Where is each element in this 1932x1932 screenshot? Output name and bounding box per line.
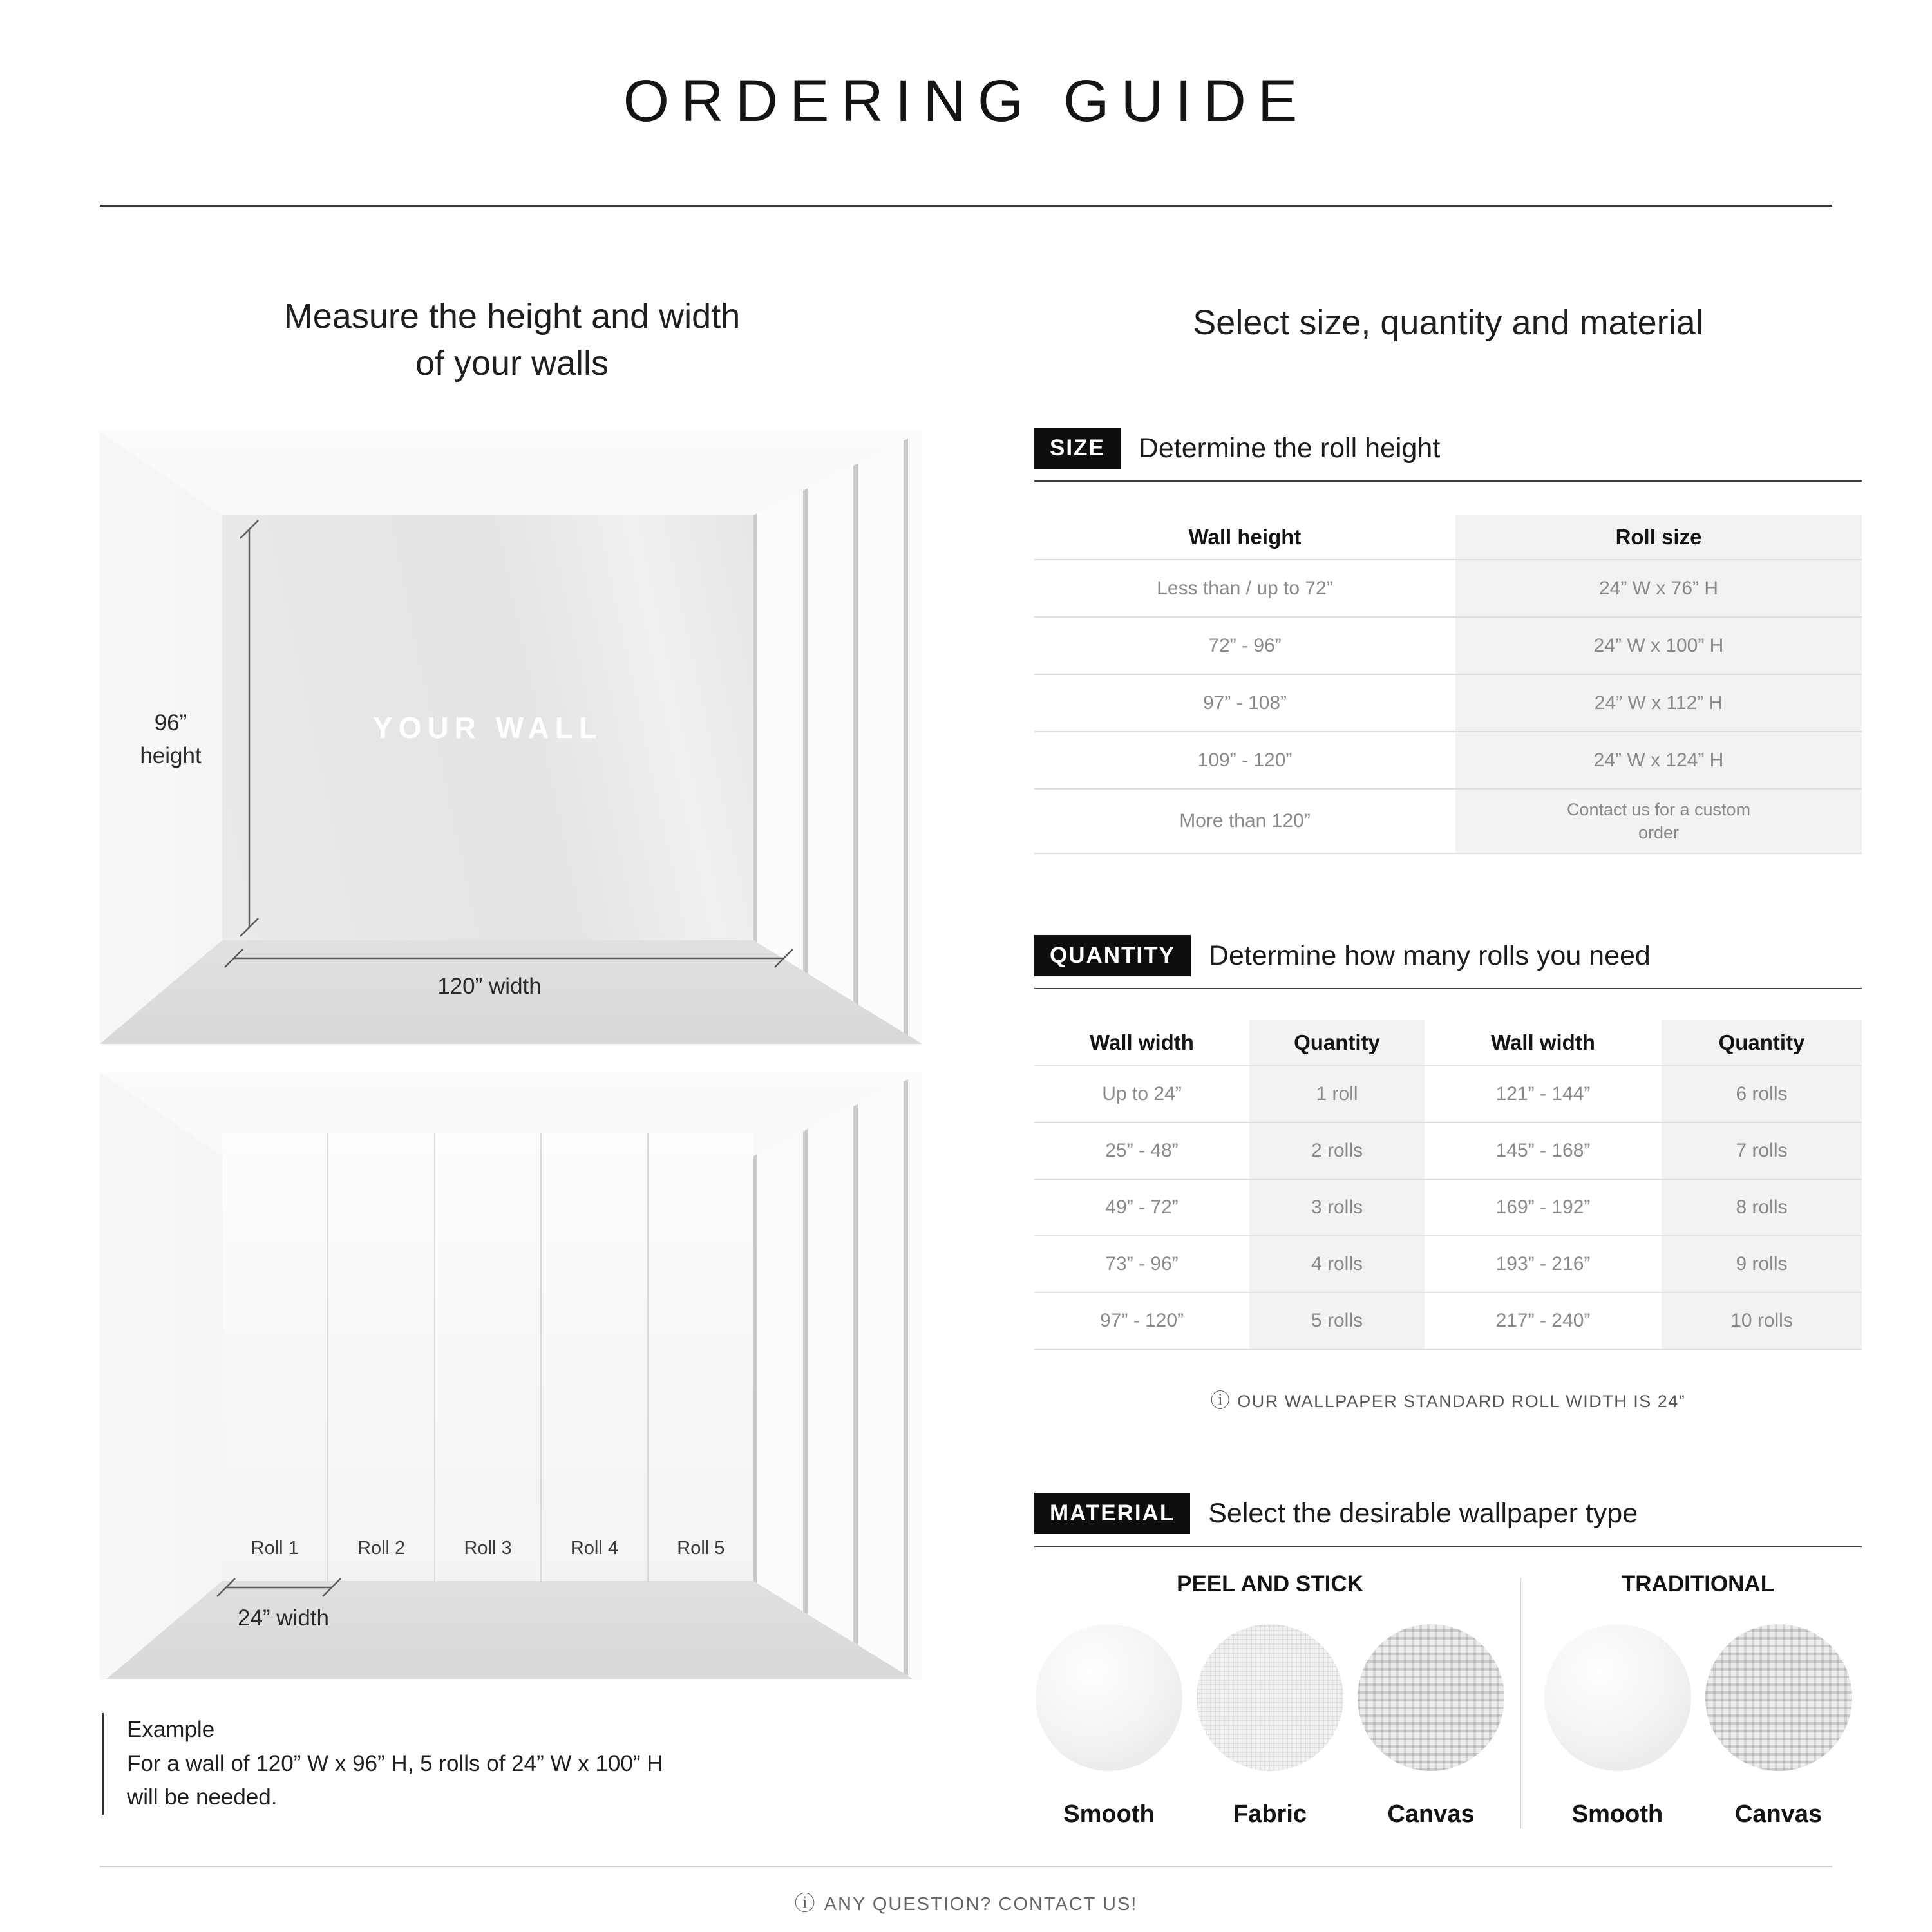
wall-height-label xyxy=(116,707,225,773)
qty-cell: 7 rolls xyxy=(1662,1123,1862,1180)
info-icon: ⓘ xyxy=(1210,1390,1231,1412)
roll-panel xyxy=(649,1133,753,1581)
size-section-header xyxy=(1034,428,1862,482)
roll-label: Roll 2 xyxy=(357,1538,406,1558)
qty-col-header: Wall width xyxy=(1034,1020,1249,1066)
peel-and-stick-title: PEEL AND STICK xyxy=(1177,1571,1363,1596)
footer-note xyxy=(0,1887,1932,1917)
size-cell: 72” - 96” xyxy=(1034,618,1455,675)
qty-cell: 145” - 168” xyxy=(1425,1123,1662,1180)
size-cell: 24” W x 100” H xyxy=(1455,618,1862,675)
quantity-section-header xyxy=(1034,935,1862,989)
your-wall-label: YOUR WALL xyxy=(373,711,603,744)
roll-label: Roll 5 xyxy=(677,1538,725,1558)
size-cell: 97” - 108” xyxy=(1034,675,1455,732)
roll-width-note-text: OUR WALLPAPER STANDARD ROLL WIDTH IS 24” xyxy=(1237,1392,1686,1411)
size-subtitle: Determine the roll height xyxy=(1138,432,1441,464)
room-illustration-rolls xyxy=(100,1072,922,1679)
wall-height-value: 96” xyxy=(154,710,187,735)
swatch-label: Canvas xyxy=(1387,1801,1475,1828)
qty-cell: 3 rolls xyxy=(1249,1180,1425,1236)
peel-and-stick-group xyxy=(1034,1571,1506,1828)
example-title: Example xyxy=(127,1717,215,1742)
footer-divider xyxy=(100,1866,1832,1867)
measure-heading-line1: Measure the height and width xyxy=(283,297,741,336)
qty-cell: 73” - 96” xyxy=(1034,1236,1249,1293)
traditional-swatches xyxy=(1542,1624,1855,1828)
measure-heading xyxy=(103,293,921,387)
qty-col-header: Wall width xyxy=(1425,1020,1662,1066)
quantity-badge: QUANTITY xyxy=(1034,935,1191,976)
swatch-label: Fabric xyxy=(1233,1801,1307,1828)
qty-cell: 8 rolls xyxy=(1662,1180,1862,1236)
roll-label: Roll 4 xyxy=(570,1538,618,1558)
qty-cell: 6 rolls xyxy=(1662,1066,1862,1123)
smooth-swatch-icon xyxy=(1544,1624,1691,1771)
swatch-label: Canvas xyxy=(1734,1801,1823,1828)
qty-cell: 2 rolls xyxy=(1249,1123,1425,1180)
material-option-fabric xyxy=(1194,1624,1346,1828)
size-cell: 24” W x 124” H xyxy=(1455,732,1862,790)
qty-col-header: Quantity xyxy=(1662,1020,1862,1066)
canvas-swatch-icon xyxy=(1358,1624,1504,1771)
roll-panel xyxy=(222,1133,328,1581)
size-cell: More than 120” xyxy=(1034,790,1455,854)
size-col-header-wall-height: Wall height xyxy=(1034,515,1455,560)
example-line1: For a wall of 120” W x 96” H, 5 rolls of 24” W x 100” H xyxy=(127,1750,663,1776)
example-note xyxy=(102,1713,907,1815)
qty-cell: Up to 24” xyxy=(1034,1066,1249,1123)
page-title: ORDERING GUIDE xyxy=(623,68,1309,134)
material-badge: MATERIAL xyxy=(1034,1493,1190,1534)
qty-cell: 1 roll xyxy=(1249,1066,1425,1123)
select-heading: Select size, quantity and material xyxy=(1193,303,1703,342)
roll-label: Roll 3 xyxy=(464,1538,512,1558)
measure-heading-line2: of your walls xyxy=(415,343,609,383)
qty-cell: 49” - 72” xyxy=(1034,1180,1249,1236)
quantity-subtitle: Determine how many rolls you need xyxy=(1208,940,1651,971)
material-subtitle: Select the desirable wallpaper type xyxy=(1208,1497,1638,1529)
wallpaper-rolls xyxy=(222,1133,753,1581)
size-cell: 24” W x 76” H xyxy=(1455,560,1862,618)
quantity-table xyxy=(1034,1020,1862,1350)
material-option-smooth xyxy=(1542,1624,1694,1828)
traditional-title: TRADITIONAL xyxy=(1621,1571,1775,1596)
swatch-label: Smooth xyxy=(1063,1801,1155,1828)
qty-cell: 217” - 240” xyxy=(1425,1293,1662,1350)
swatch-label: Smooth xyxy=(1571,1801,1663,1828)
size-cell: 109” - 120” xyxy=(1034,732,1455,790)
roll-panel xyxy=(328,1133,435,1581)
footer-note-text: ANY QUESTION? CONTACT US! xyxy=(824,1894,1138,1915)
size-cell: 24” W x 112” H xyxy=(1455,675,1862,732)
roll-width-note xyxy=(1034,1385,1862,1413)
qty-cell: 4 rolls xyxy=(1249,1236,1425,1293)
material-divider xyxy=(1520,1578,1521,1828)
wall-width-label: 120” width xyxy=(437,974,542,999)
qty-col-header: Quantity xyxy=(1249,1020,1425,1066)
title-divider xyxy=(100,205,1832,207)
size-badge: SIZE xyxy=(1034,428,1121,469)
traditional-group xyxy=(1535,1571,1861,1828)
roll-panel xyxy=(435,1133,542,1581)
fabric-swatch-icon xyxy=(1197,1624,1343,1771)
info-icon: ⓘ xyxy=(794,1891,817,1915)
size-col-header-roll-size: Roll size xyxy=(1455,515,1862,560)
qty-cell: 97” - 120” xyxy=(1034,1293,1249,1350)
size-cell-custom-order xyxy=(1455,790,1862,854)
qty-cell: 9 rolls xyxy=(1662,1236,1862,1293)
roll-panel xyxy=(542,1133,648,1581)
qty-cell: 25” - 48” xyxy=(1034,1123,1249,1180)
material-options xyxy=(1034,1571,1862,1828)
roll-label: Roll 1 xyxy=(251,1538,299,1558)
smooth-swatch-icon xyxy=(1036,1624,1182,1771)
qty-cell: 169” - 192” xyxy=(1425,1180,1662,1236)
material-option-canvas xyxy=(1355,1624,1507,1828)
canvas-swatch-icon xyxy=(1705,1624,1852,1771)
custom-order-text: Contact us for a custom order xyxy=(1566,799,1751,842)
qty-cell: 193” - 216” xyxy=(1425,1236,1662,1293)
wall-height-word: height xyxy=(140,743,202,768)
qty-cell: 10 rolls xyxy=(1662,1293,1862,1350)
material-option-canvas xyxy=(1703,1624,1855,1828)
peel-and-stick-swatches xyxy=(1033,1624,1507,1828)
size-table xyxy=(1034,515,1862,854)
room-illustration-measure xyxy=(100,431,922,1044)
material-section-header xyxy=(1034,1493,1862,1547)
example-line2: will be needed. xyxy=(127,1785,278,1810)
size-cell: Less than / up to 72” xyxy=(1034,560,1455,618)
qty-cell: 121” - 144” xyxy=(1425,1066,1662,1123)
roll-width-label: 24” width xyxy=(237,1605,330,1631)
material-option-smooth xyxy=(1033,1624,1185,1828)
qty-cell: 5 rolls xyxy=(1249,1293,1425,1350)
